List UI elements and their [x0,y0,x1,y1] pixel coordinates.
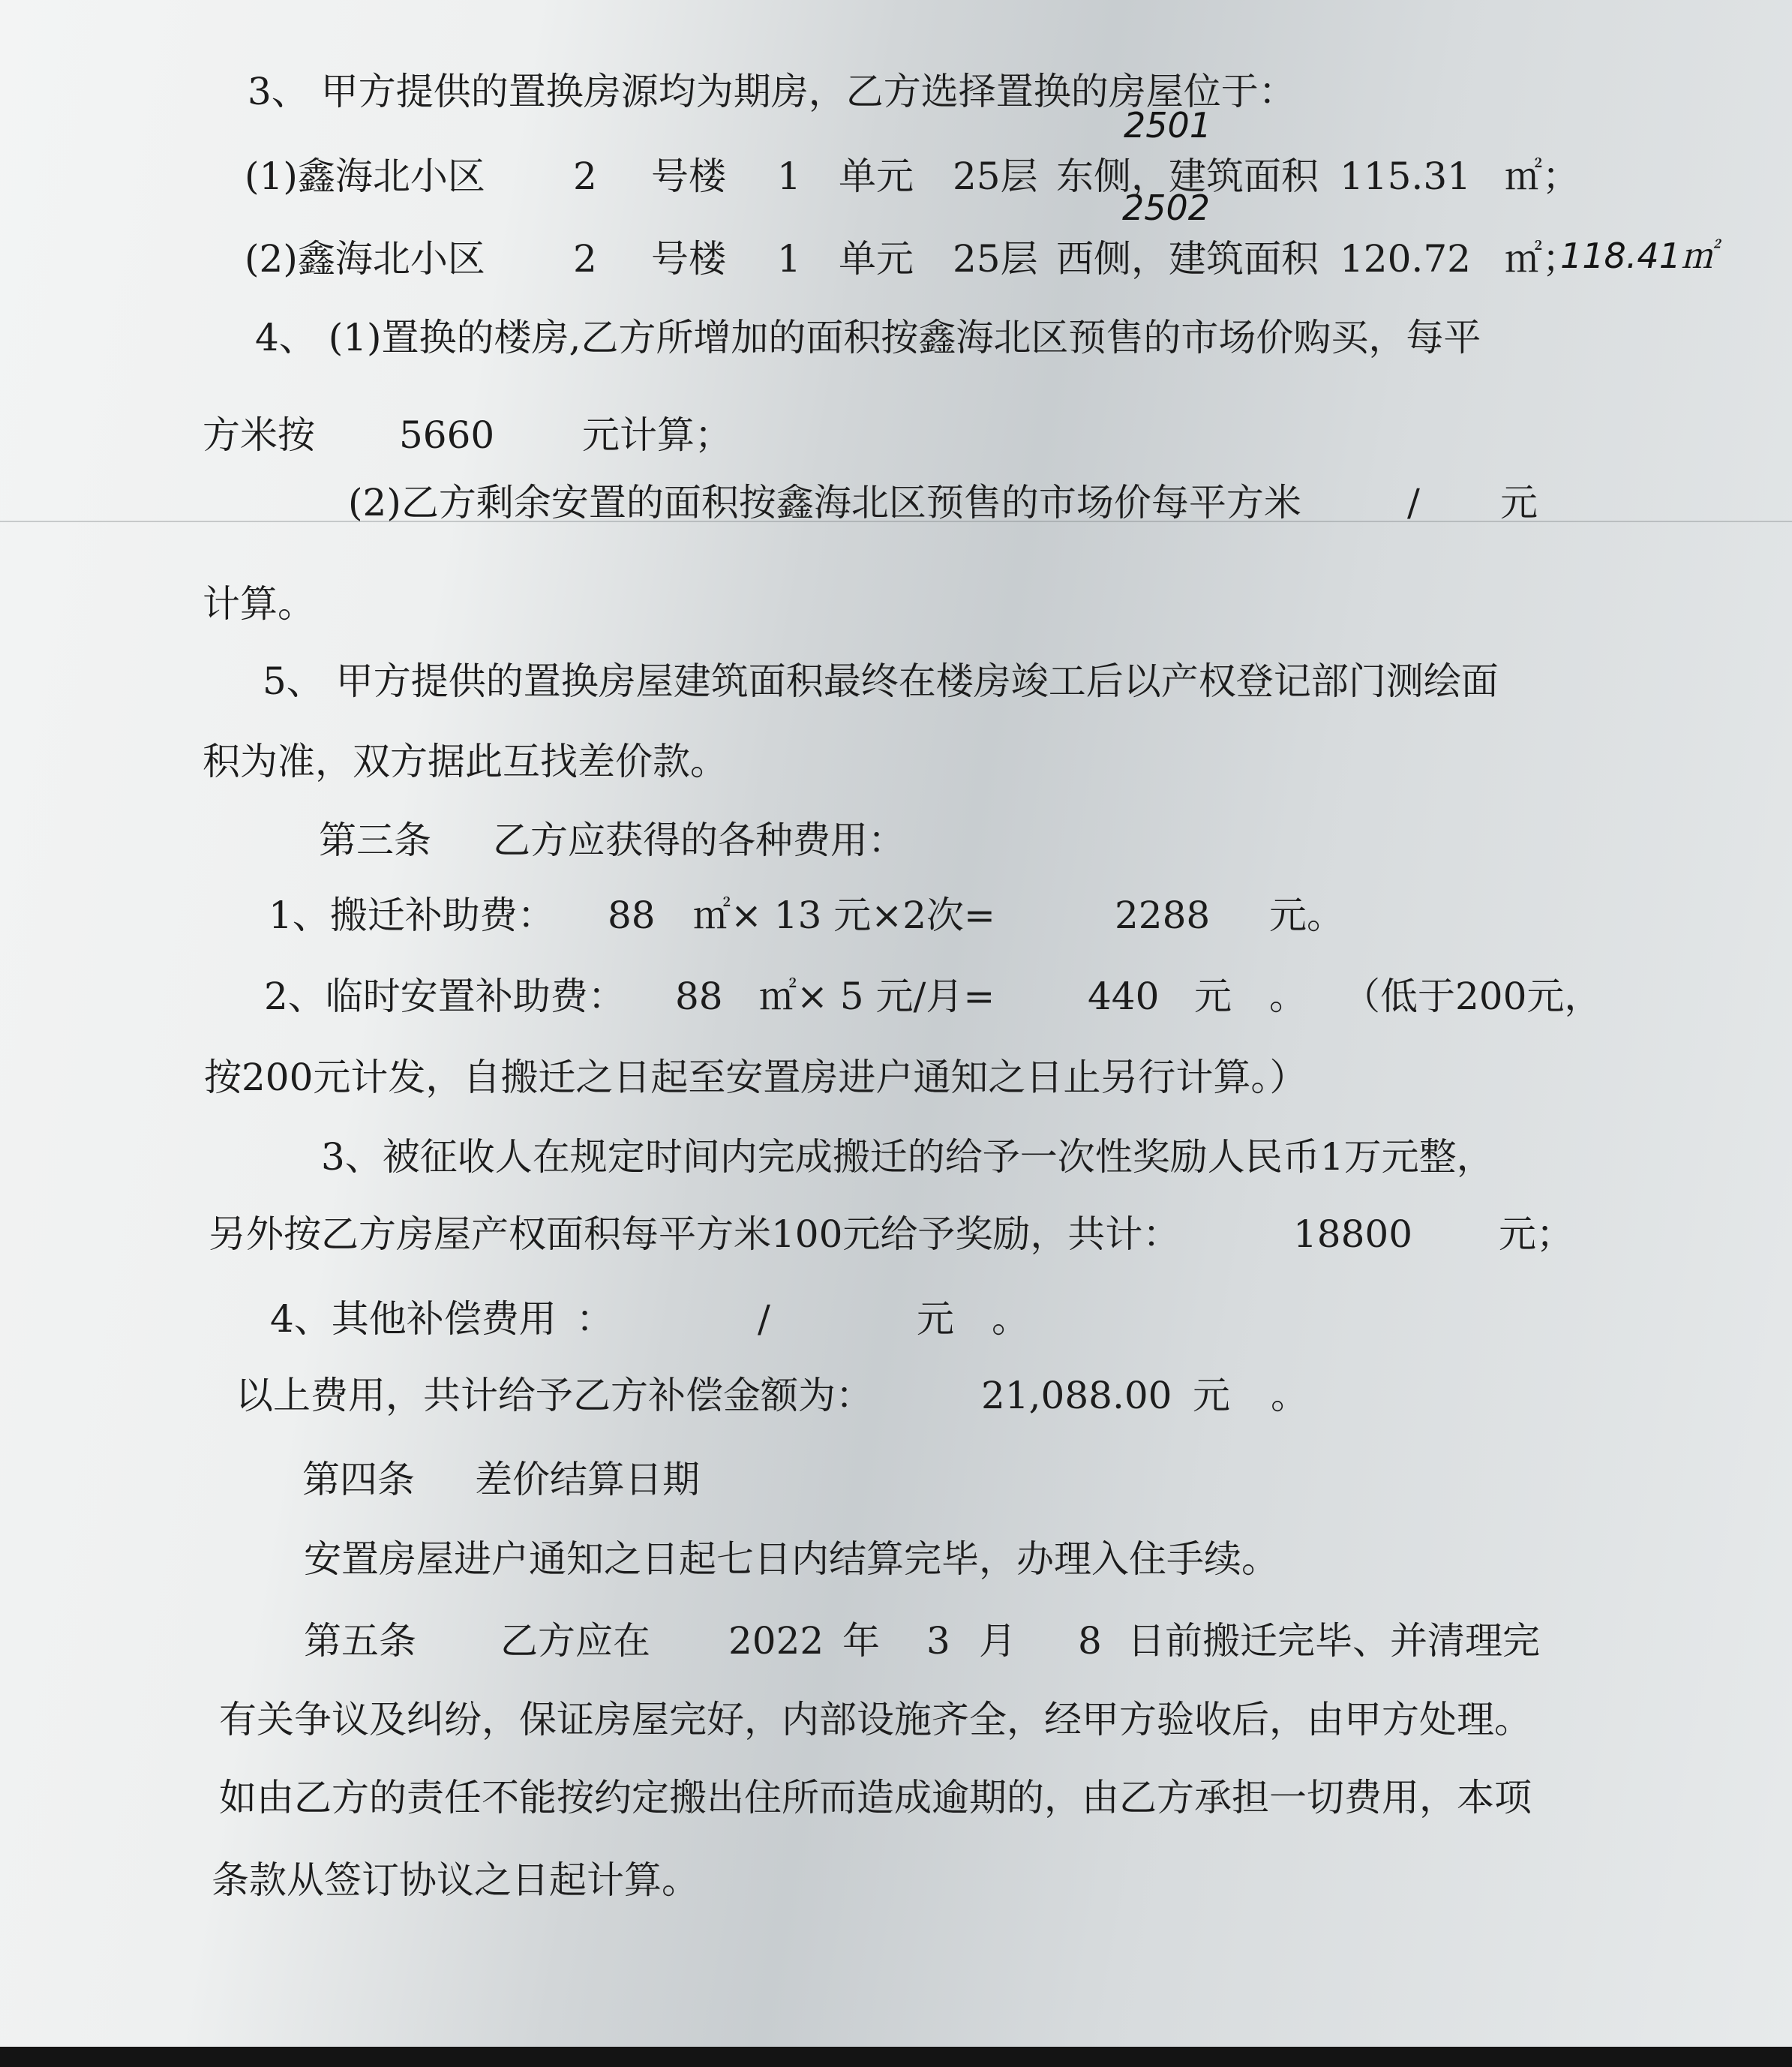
article3-heading: 第三条 [319,819,431,862]
article4-body: 安置房屋进户通知之日起七日内结算完毕，办理入住手续。 [304,1537,1279,1581]
article5-heading: 第五条 [304,1619,416,1663]
fee1-calc: ㎡× 13 元×2次= [693,894,995,937]
clause3-unit2-line [245,236,1580,281]
article4-heading-line [302,1457,700,1502]
fee2-calc: ㎡× 5 元/月= [759,975,995,1018]
article5-line3: 如由乙方的责任不能按约定搬出住所而造成逾期的，由乙方承担一切费用，本项 [219,1776,1532,1819]
fee3-line2 [209,1212,1574,1257]
unit2-building: 2 [573,237,597,281]
fee4-unit: 元 [917,1297,954,1341]
article4-heading: 第四条 [302,1458,415,1501]
fee4-colon: ： [576,1297,614,1341]
fee4-line [270,1296,1029,1341]
clause4-line2-suffix: 元计算； [582,413,732,457]
unit1-area: 115.31 [1340,155,1471,198]
article3-title: 乙方应获得的各种费用： [493,819,905,862]
clause5-line2: 积为准，双方据此互找差价款。 [203,740,728,783]
article5-line1 [304,1618,1540,1663]
unit2-area: 120.72 [1340,237,1471,281]
unit1-floor: 25层 [953,155,1038,198]
fee2-dot: 。 [1269,975,1307,1018]
unit2-unit-unit: 单元 [839,237,914,281]
total-label: 以上费用，共计给予乙方补偿金额为： [236,1374,873,1417]
clause4-line3-unit: 元 [1500,481,1538,524]
unit2-side: 西侧，建筑面积 [1056,237,1319,281]
unit1-unit-unit: 单元 [839,155,914,198]
handwritten-area-correction: 118.41㎡ [1560,236,1715,276]
article5-line2: 有关争议及纠纷，保证房屋完好，内部设施齐全，经甲方验收后，由甲方处理。 [219,1698,1532,1741]
clause4-line2 [203,413,732,458]
total-dot: 。 [1271,1374,1308,1417]
unit2-building-unit: 号楼 [651,237,726,281]
article3-heading-line [319,818,905,863]
fee3-line1: 3、被征收人在规定时间内完成搬迁的给予一次性奖励人民币1万元整， [321,1135,1494,1179]
handwritten-room-2501: 2501 [1124,105,1212,146]
unit2-label: (2)鑫海北小区 [245,237,485,281]
article4-title: 差价结算日期 [475,1458,700,1501]
unit1-side: 东侧，建筑面积 [1056,155,1319,198]
total-unit: 元 [1193,1374,1230,1417]
fee3-total: 18800 [1293,1212,1413,1256]
unit2-area-unit: ㎡； [1505,237,1580,281]
unit1-building-unit: 号楼 [651,155,726,198]
fee2-label: 2、临时安置补助费： [264,975,626,1018]
clause4-line3 [348,480,1538,525]
fee2-note: （低于200元， [1343,975,1602,1018]
clause3-unit1-line [245,154,1580,199]
fee4-value: / [758,1297,770,1341]
article5-line4: 条款从签订协议之日起计算。 [212,1858,699,1902]
fee1-area: 88 [608,894,656,937]
fee1-label: 1、搬迁补助费： [269,894,555,937]
fee2-unit: 元 [1194,975,1232,1018]
handwritten-room-2502: 2502 [1122,188,1211,228]
clause4-price: 5660 [399,413,495,457]
fee2-area: 88 [675,975,723,1018]
fee4-dot: 。 [992,1297,1029,1341]
unit1-label: (1)鑫海北小区 [245,155,485,198]
clause4-line4: 计算。 [203,582,315,626]
fee3-unit: 元； [1499,1212,1574,1256]
fee1-line [269,893,1344,938]
unit2-unit: 1 [777,237,801,281]
clause3-intro: 3、 甲方提供的置换房源均为期房，乙方选择置换的房屋位于： [248,70,1296,113]
article5-month: 3 [926,1619,950,1663]
unit1-unit: 1 [777,155,801,198]
clause4-line3-prefix: (2)乙方剩余安置的面积按鑫海北区预售的市场价每平方米 [348,481,1301,524]
article5-year: 2022 [728,1619,824,1663]
fee1-unit: 元。 [1269,894,1344,937]
fee2-line [264,974,1602,1019]
article5-suffix: 日前搬迁完毕、并清理完 [1127,1619,1540,1663]
article5-prefix: 乙方应在 [500,1619,650,1663]
unit1-area-unit: ㎡； [1505,155,1580,198]
fee3-line2-text: 另外按乙方房屋产权面积每平方米100元给予奖励，共计： [209,1212,1181,1256]
unit1-building: 2 [573,155,597,198]
article5-year-unit: 年 [842,1619,880,1663]
clause4-line3-value: / [1407,481,1420,524]
clause4-line2-prefix: 方米按 [203,413,315,457]
fee2-line2: 按200元计发，自搬迁之日起至安置房进户通知之日止另行计算。） [204,1056,1307,1099]
fee1-total: 2288 [1115,894,1211,937]
fee2-total: 440 [1088,975,1160,1018]
article5-month-unit: 月 [979,1619,1016,1663]
fee4-label: 4、其他补偿费用 [270,1297,557,1341]
total-line [236,1373,1308,1418]
unit2-floor: 25层 [953,237,1038,281]
total-value: 21,088.00 [981,1374,1172,1417]
clause5-line1: 5、 甲方提供的置换房屋建筑面积最终在楼房竣工后以产权登记部门测绘面 [263,659,1499,703]
clause4-line1: 4、 (1)置换的楼房,乙方所增加的面积按鑫海北区预售的市场价购买，每平 [255,316,1481,359]
article5-day: 8 [1078,1619,1102,1663]
